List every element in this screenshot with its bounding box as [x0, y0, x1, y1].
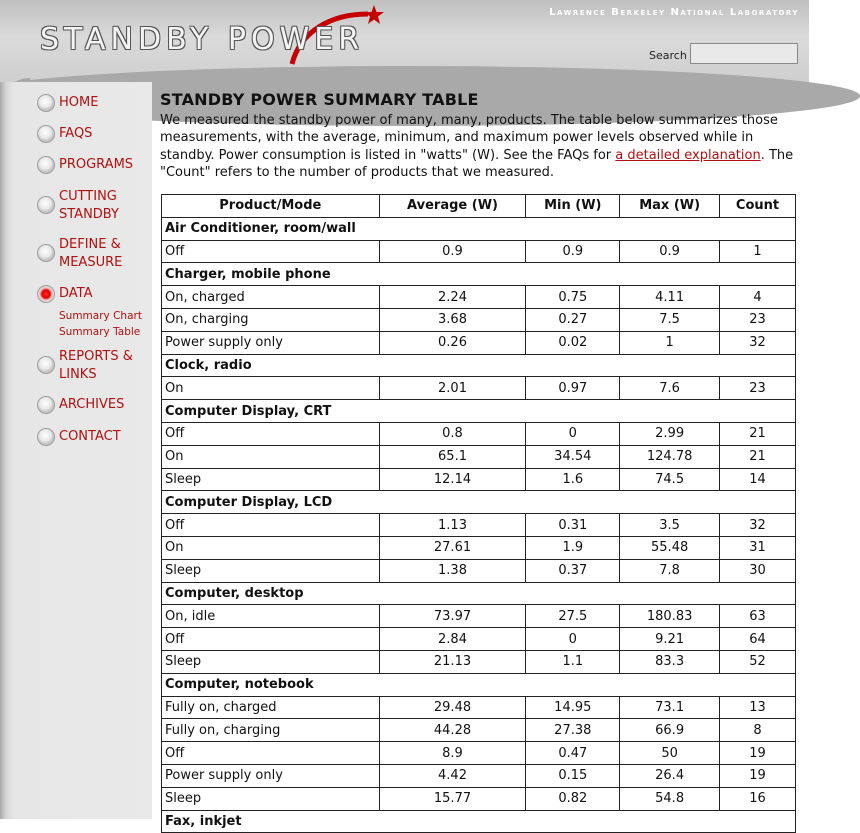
value-cell: 0.9 — [379, 240, 526, 263]
radio-bullet-icon — [37, 156, 55, 174]
radio-bullet-icon — [37, 356, 55, 374]
value-cell: 124.78 — [620, 445, 720, 468]
value-cell: 14 — [720, 468, 796, 491]
category-row — [162, 582, 796, 605]
value-cell: 74.5 — [620, 468, 720, 491]
mode-cell: On — [162, 536, 380, 559]
table-row — [162, 787, 796, 810]
table-row — [162, 331, 796, 354]
nav-label: ARCHIVES — [59, 397, 125, 412]
value-cell: 2.24 — [379, 286, 526, 309]
column-header: Max (W) — [620, 195, 720, 218]
mode-cell: Sleep — [162, 468, 380, 491]
value-cell: 19 — [720, 742, 796, 765]
search-input[interactable] — [690, 43, 798, 64]
table-row — [162, 719, 796, 742]
value-cell: 23 — [720, 308, 796, 331]
value-cell: 7.6 — [620, 377, 720, 400]
value-cell: 0.27 — [526, 308, 620, 331]
value-cell: 1.38 — [379, 559, 526, 582]
value-cell: 8.9 — [379, 742, 526, 765]
mode-cell: Off — [162, 240, 380, 263]
value-cell: 63 — [720, 605, 796, 628]
nav-data[interactable] — [37, 285, 93, 303]
value-cell: 50 — [620, 742, 720, 765]
mode-cell: On — [162, 445, 380, 468]
subnav-summary-table[interactable]: Summary Table — [59, 326, 141, 338]
nav-home[interactable] — [37, 94, 98, 112]
value-cell: 19 — [720, 764, 796, 787]
mode-cell: On, idle — [162, 605, 380, 628]
nav-label: REPORTS & LINKS — [59, 349, 133, 382]
category-row — [162, 354, 796, 377]
value-cell: 64 — [720, 628, 796, 651]
nav-archives[interactable] — [37, 396, 124, 414]
category-cell: Clock, radio — [162, 354, 796, 377]
table-row — [162, 514, 796, 537]
category-row — [162, 217, 796, 240]
table-row — [162, 240, 796, 263]
nav-contact[interactable] — [37, 428, 121, 446]
page-title: STANDBY POWER SUMMARY TABLE — [160, 90, 479, 109]
value-cell: 0.15 — [526, 764, 620, 787]
value-cell: 7.8 — [620, 559, 720, 582]
mode-cell: Power supply only — [162, 764, 380, 787]
value-cell: 1.9 — [526, 536, 620, 559]
value-cell: 0.02 — [526, 331, 620, 354]
mode-cell: Sleep — [162, 559, 380, 582]
category-cell: Fax, inkjet — [162, 810, 796, 833]
nav-programs[interactable] — [37, 156, 133, 174]
value-cell: 21.13 — [379, 650, 526, 673]
category-row — [162, 491, 796, 514]
value-cell: 3.68 — [379, 308, 526, 331]
value-cell: 0.47 — [526, 742, 620, 765]
mode-cell: Off — [162, 422, 380, 445]
value-cell: 9.21 — [620, 628, 720, 651]
intro-text: We measured the standby power of many, many, products. The table below summarizes those measurements, with the average, minimum, and maximum power levels observed while in standby. Power consumption is listed in "watts" (W). See the FAQs for — [160, 113, 778, 163]
value-cell: 2.01 — [379, 377, 526, 400]
table-row — [162, 536, 796, 559]
main-content — [160, 90, 800, 181]
detailed-explanation-link[interactable]: a detailed explanation — [615, 147, 761, 163]
lab-name[interactable]: Lawrence Berkeley National Laboratory — [549, 7, 799, 18]
value-cell: 1 — [720, 240, 796, 263]
radio-bullet-icon — [37, 244, 55, 262]
mode-cell: Off — [162, 628, 380, 651]
value-cell: 0.8 — [379, 422, 526, 445]
mode-cell: On, charged — [162, 286, 380, 309]
intro-text-end: . The "Count" refers to the number of products that we measured. — [160, 147, 794, 180]
value-cell: 15.77 — [379, 787, 526, 810]
value-cell: 83.3 — [620, 650, 720, 673]
table-row — [162, 286, 796, 309]
table-row — [162, 308, 796, 331]
value-cell: 1.6 — [526, 468, 620, 491]
value-cell: 26.4 — [620, 764, 720, 787]
mode-cell: On — [162, 377, 380, 400]
value-cell: 8 — [720, 719, 796, 742]
value-cell: 29.48 — [379, 696, 526, 719]
mode-cell: Off — [162, 742, 380, 765]
value-cell: 52 — [720, 650, 796, 673]
value-cell: 4 — [720, 286, 796, 309]
category-row — [162, 810, 796, 833]
nav-label: DEFINE & MEASURE — [59, 237, 123, 270]
value-cell: 13 — [720, 696, 796, 719]
nav-label: HOME — [59, 95, 99, 110]
table-row — [162, 696, 796, 719]
value-cell: 7.5 — [620, 308, 720, 331]
value-cell: 16 — [720, 787, 796, 810]
value-cell: 1.1 — [526, 650, 620, 673]
nav-faqs[interactable] — [37, 125, 92, 143]
value-cell: 3.5 — [620, 514, 720, 537]
value-cell: 27.5 — [526, 605, 620, 628]
column-header: Min (W) — [526, 195, 620, 218]
table-row — [162, 422, 796, 445]
value-cell: 12.14 — [379, 468, 526, 491]
category-cell: Computer, desktop — [162, 582, 796, 605]
table-row — [162, 559, 796, 582]
column-header: Product/Mode — [162, 195, 380, 218]
value-cell: 0.82 — [526, 787, 620, 810]
table-row — [162, 605, 796, 628]
table-row — [162, 628, 796, 651]
mode-cell: Sleep — [162, 650, 380, 673]
value-cell: 30 — [720, 559, 796, 582]
value-cell: 0.97 — [526, 377, 620, 400]
category-cell: Charger, mobile phone — [162, 263, 796, 286]
nav-reports-links[interactable] — [37, 348, 133, 383]
column-header: Count — [720, 195, 796, 218]
value-cell: 44.28 — [379, 719, 526, 742]
value-cell: 0.26 — [379, 331, 526, 354]
mode-cell: Fully on, charged — [162, 696, 380, 719]
value-cell: 0 — [526, 422, 620, 445]
nav-label: PROGRAMS — [59, 157, 134, 172]
table-row — [162, 764, 796, 787]
value-cell: 73.97 — [379, 605, 526, 628]
value-cell: 0.31 — [526, 514, 620, 537]
category-row — [162, 673, 796, 696]
value-cell: 0.75 — [526, 286, 620, 309]
radio-bullet-icon — [37, 94, 55, 112]
value-cell: 1.13 — [379, 514, 526, 537]
search-label: Search — [649, 49, 687, 62]
intro-paragraph — [160, 112, 800, 181]
value-cell: 27.38 — [526, 719, 620, 742]
value-cell: 55.48 — [620, 536, 720, 559]
table-row — [162, 377, 796, 400]
table-header-row — [162, 195, 796, 218]
radio-bullet-icon — [37, 396, 55, 414]
value-cell: 23 — [720, 377, 796, 400]
radio-bullet-icon — [37, 196, 55, 214]
value-cell: 73.1 — [620, 696, 720, 719]
radio-bullet-icon — [37, 428, 55, 446]
value-cell: 21 — [720, 445, 796, 468]
table-body — [162, 217, 796, 833]
mode-cell: Fully on, charging — [162, 719, 380, 742]
category-cell: Computer Display, CRT — [162, 400, 796, 423]
nav-cutting-standby[interactable] — [37, 188, 119, 223]
value-cell: 0 — [526, 628, 620, 651]
mode-cell: Power supply only — [162, 331, 380, 354]
nav-define-measure[interactable] — [37, 236, 122, 271]
nav-label: CUTTING STANDBY — [59, 189, 119, 222]
mode-cell: On, charging — [162, 308, 380, 331]
value-cell: 21 — [720, 422, 796, 445]
value-cell: 2.99 — [620, 422, 720, 445]
nav-label: CONTACT — [59, 429, 121, 444]
nav-label: FAQS — [59, 126, 93, 141]
nav-label: DATA — [59, 286, 93, 301]
summary-table — [161, 194, 796, 833]
table-row — [162, 445, 796, 468]
value-cell: 2.84 — [379, 628, 526, 651]
radio-bullet-active-icon — [37, 285, 55, 303]
value-cell: 1 — [620, 331, 720, 354]
value-cell: 14.95 — [526, 696, 620, 719]
mode-cell: Sleep — [162, 787, 380, 810]
value-cell: 4.11 — [620, 286, 720, 309]
category-cell: Computer, notebook — [162, 673, 796, 696]
site-logo[interactable]: STANDBY POWER — [40, 22, 365, 57]
value-cell: 34.54 — [526, 445, 620, 468]
value-cell: 0.9 — [526, 240, 620, 263]
value-cell: 4.42 — [379, 764, 526, 787]
value-cell: 66.9 — [620, 719, 720, 742]
value-cell: 32 — [720, 331, 796, 354]
mode-cell: Off — [162, 514, 380, 537]
value-cell: 65.1 — [379, 445, 526, 468]
table-row — [162, 468, 796, 491]
value-cell: 54.8 — [620, 787, 720, 810]
category-row — [162, 263, 796, 286]
value-cell: 27.61 — [379, 536, 526, 559]
table-row — [162, 742, 796, 765]
site-header — [0, 0, 809, 82]
category-cell: Air Conditioner, room/wall — [162, 217, 796, 240]
table-row — [162, 650, 796, 673]
column-header: Average (W) — [379, 195, 526, 218]
value-cell: 180.83 — [620, 605, 720, 628]
value-cell: 0.37 — [526, 559, 620, 582]
subnav-summary-chart[interactable]: Summary Chart — [59, 310, 142, 322]
category-cell: Computer Display, LCD — [162, 491, 796, 514]
radio-bullet-icon — [37, 125, 55, 143]
value-cell: 0.9 — [620, 240, 720, 263]
value-cell: 31 — [720, 536, 796, 559]
category-row — [162, 400, 796, 423]
value-cell: 32 — [720, 514, 796, 537]
